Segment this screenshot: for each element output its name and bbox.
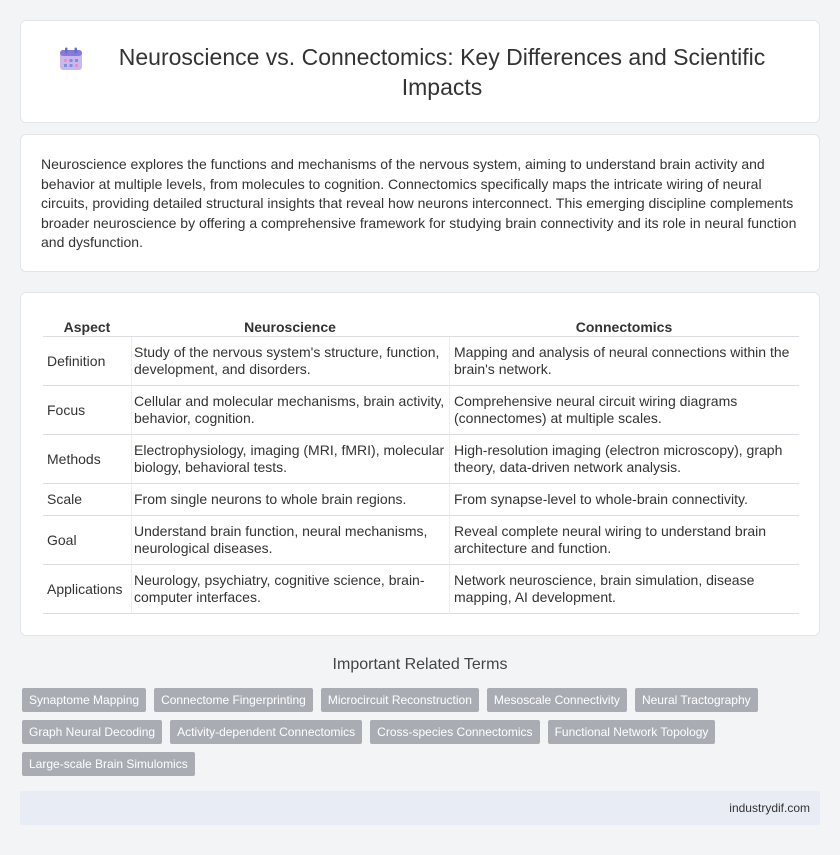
related-term-tag[interactable]: Activity-dependent Connectomics	[170, 720, 362, 744]
table-row	[43, 435, 799, 484]
comparison-table	[43, 307, 799, 614]
row-aspect: Focus	[43, 386, 131, 435]
table-header-row	[43, 307, 799, 337]
table-row	[43, 516, 799, 565]
intro-text: Neuroscience explores the functions and mechanisms of the nervous system, aiming to understand brain activity and behavior at multiple levels, from molecules to cognition. Connectomics specifically maps the intricate wiring of neural circuits, providing detailed structural insights that reveal how neurons interconnect. This emerging discipline complements broader neuroscience by offering a comprehensive framework for studying brain connectivity and its role in neural function and dysfunction.	[41, 156, 797, 251]
row-connectomics: From synapse-level to whole-brain connectivity.	[449, 484, 799, 516]
row-neuroscience: Understand brain function, neural mechanisms, neurological diseases.	[131, 516, 449, 565]
row-aspect: Applications	[43, 565, 131, 614]
table-row	[43, 386, 799, 435]
row-neuroscience: Study of the nervous system's structure, function, development, and disorders.	[131, 337, 449, 386]
related-term-tag[interactable]: Connectome Fingerprinting	[154, 688, 313, 712]
table-row	[43, 565, 799, 614]
table-row	[43, 337, 799, 386]
row-connectomics: Comprehensive neural circuit wiring diagrams (connectomes) at multiple scales.	[449, 386, 799, 435]
header-connectomics: Connectomics	[449, 307, 799, 337]
calendar-icon	[58, 46, 84, 72]
row-aspect: Scale	[43, 484, 131, 516]
page-title: Neuroscience vs. Connectomics: Key Differences and Scientific Impacts	[118, 43, 766, 100]
row-connectomics: Reveal complete neural wiring to understand brain architecture and function.	[449, 516, 799, 565]
row-connectomics: Network neuroscience, brain simulation, disease mapping, AI development.	[449, 565, 799, 614]
related-term-tag[interactable]: Functional Network Topology	[548, 720, 716, 744]
related-terms-list	[22, 688, 822, 776]
row-neuroscience: Cellular and molecular mechanisms, brain activity, behavior, cognition.	[131, 386, 449, 435]
row-aspect: Goal	[43, 516, 131, 565]
table-row	[43, 484, 799, 516]
related-term-tag[interactable]: Synaptome Mapping	[22, 688, 146, 712]
row-connectomics: High-resolution imaging (electron microscopy), graph theory, data-driven network analysis.	[449, 435, 799, 484]
header-neuroscience: Neuroscience	[131, 307, 449, 337]
related-term-tag[interactable]: Graph Neural Decoding	[22, 720, 162, 744]
related-term-tag[interactable]: Large-scale Brain Simulomics	[22, 752, 195, 776]
related-term-tag[interactable]: Microcircuit Reconstruction	[321, 688, 479, 712]
intro-card	[20, 134, 820, 272]
row-aspect: Definition	[43, 337, 131, 386]
row-neuroscience: Electrophysiology, imaging (MRI, fMRI), molecular biology, behavioral tests.	[131, 435, 449, 484]
row-neuroscience: From single neurons to whole brain regions.	[131, 484, 449, 516]
footer-site[interactable]: industrydif.com	[729, 801, 810, 815]
related-term-tag[interactable]: Neural Tractography	[635, 688, 758, 712]
header-card	[20, 20, 820, 123]
comparison-card	[20, 292, 820, 636]
related-terms-title: Important Related Terms	[332, 656, 508, 673]
title-wrap	[50, 42, 790, 102]
row-connectomics: Mapping and analysis of neural connections within the brain's network.	[449, 337, 799, 386]
row-neuroscience: Neurology, psychiatry, cognitive science, brain-computer interfaces.	[131, 565, 449, 614]
related-term-tag[interactable]: Mesoscale Connectivity	[487, 688, 627, 712]
row-aspect: Methods	[43, 435, 131, 484]
related-term-tag[interactable]: Cross-species Connectomics	[370, 720, 539, 744]
footer	[20, 791, 820, 825]
header-aspect: Aspect	[43, 307, 131, 337]
